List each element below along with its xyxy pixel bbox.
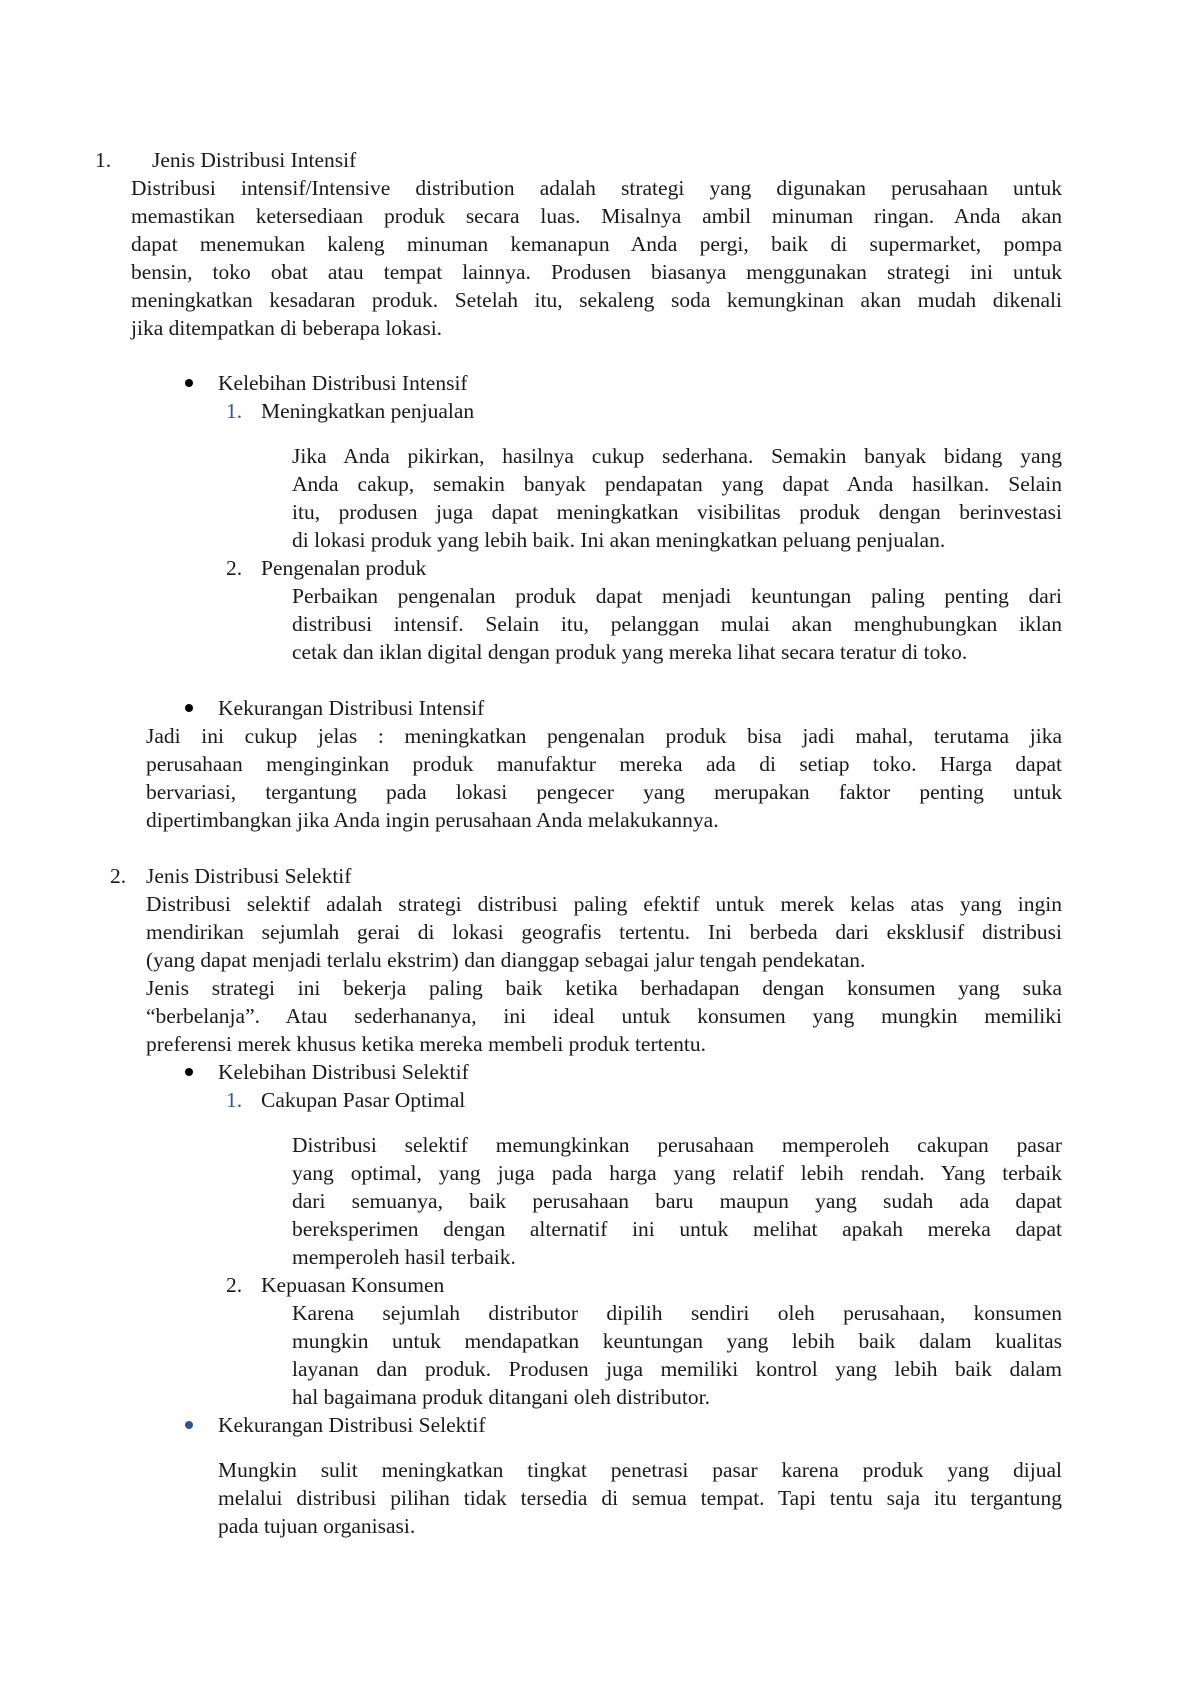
section2-advantage-text: Karena sejumlah distributor dipilih sendiri oleh perusahaan, konsumen [292, 1301, 1062, 1325]
section1-advantage-title: Pengenalan produk [261, 556, 427, 580]
section1-advantage-text: Perbaikan pengenalan produk dapat menjadi keuntungan paling penting dari [292, 584, 1062, 608]
bullet-icon [185, 1421, 193, 1429]
section2-number: 2. [110, 864, 127, 888]
section1-advantage-number: 2. [226, 556, 243, 580]
section2-disadvantages-text: Mungkin sulit meningkatkan tingkat penetrasi pasar karena produk yang dijual [218, 1458, 1062, 1482]
section1-advantage-text: Jika Anda pikirkan, hasilnya cukup sederhana. Semakin banyak bidang yang [292, 444, 1062, 468]
section2-advantage-text: dari semuanya, baik perusahaan baru maupun yang sudah ada dapat [292, 1189, 1062, 1213]
section2-advantages-heading: Kelebihan Distribusi Selektif [218, 1060, 469, 1084]
section2-disadvantages-text: melalui distribusi pilihan tidak tersedia di semua tempat. Tapi tentu saja itu tergantung [218, 1486, 1062, 1510]
bullet-icon [185, 704, 193, 712]
section1-intro-line: meningkatkan kesadaran produk. Setelah itu, sekaleng soda kemungkinan akan mudah dikenali [131, 288, 1062, 312]
section1-disadvantages-text: Jadi ini cukup jelas : meningkatkan pengenalan produk bisa jadi mahal, terutama jika [146, 724, 1062, 748]
section2-advantage-text: yang optimal, yang juga pada harga yang relatif lebih rendah. Yang terbaik [292, 1161, 1062, 1185]
section2-intro-line: “berbelanja”. Atau sederhananya, ini ideal untuk konsumen yang mungkin memiliki [146, 1004, 1062, 1028]
section1-disadvantages-text: dipertimbangkan jika Anda ingin perusahaan Anda melakukannya. [146, 808, 719, 832]
section1-intro-line: dapat menemukan kaleng minuman kemanapun Anda pergi, baik di supermarket, pompa [131, 232, 1062, 256]
section1-advantage-text: di lokasi produk yang lebih baik. Ini akan meningkatkan peluang penjualan. [292, 528, 946, 552]
section1-disadvantages-heading: Kekurangan Distribusi Intensif [218, 696, 485, 720]
section1-advantage-title: Meningkatkan penjualan [261, 399, 475, 423]
bullet-icon [185, 1068, 193, 1076]
section2-advantage-text: hal bagaimana produk ditangani oleh distributor. [292, 1385, 710, 1409]
section2-advantage-title: Kepuasan Konsumen [261, 1273, 445, 1297]
section1-intro-line: Distribusi intensif/Intensive distribution adalah strategi yang digunakan perusahaan untuk [131, 176, 1062, 200]
section1-disadvantages-text: bervariasi, tergantung pada lokasi pengecer yang merupakan faktor penting untuk [146, 780, 1062, 804]
section2-disadvantages-heading: Kekurangan Distribusi Selektif [218, 1413, 486, 1437]
section2-advantage-text: layanan dan produk. Produsen juga memiliki kontrol yang lebih baik dalam [292, 1357, 1062, 1381]
section1-advantage-text: Anda cakup, semakin banyak pendapatan yang dapat Anda hasilkan. Selain [292, 472, 1062, 496]
section2-intro-line: (yang dapat menjadi terlalu ekstrim) dan dianggap sebagai jalur tengah pendekatan. [146, 948, 866, 972]
section1-number: 1. [95, 148, 112, 172]
section1-disadvantages-text: perusahaan menginginkan produk manufaktur mereka ada di setiap toko. Harga dapat [146, 752, 1062, 776]
section2-advantage-text: bereksperimen dengan alternatif ini untuk melihat apakah mereka dapat [292, 1217, 1062, 1241]
section2-advantage-text: memperoleh hasil terbaik. [292, 1245, 516, 1269]
section2-intro-line: mendirikan sejumlah gerai di lokasi geografis tertentu. Ini berbeda dari eksklusif distribusi [146, 920, 1062, 944]
bullet-icon [185, 379, 193, 387]
section2-disadvantages-text: pada tujuan organisasi. [218, 1514, 416, 1538]
section2-advantage-number: 1. [226, 1088, 243, 1112]
section2-advantage-title: Cakupan Pasar Optimal [261, 1088, 466, 1112]
section1-advantage-text: distribusi intensif. Selain itu, pelanggan mulai akan menghubungkan iklan [292, 612, 1062, 636]
section2-intro-line: preferensi merek khusus ketika mereka membeli produk tertentu. [146, 1032, 706, 1056]
section1-heading: Jenis Distribusi Intensif [152, 148, 357, 172]
section1-intro-line: memastikan ketersediaan produk secara luas. Misalnya ambil minuman ringan. Anda akan [131, 204, 1062, 228]
section1-advantage-number: 1. [226, 399, 243, 423]
section2-intro-line: Distribusi selektif adalah strategi distribusi paling efektif untuk merek kelas atas yang ingin [146, 892, 1062, 916]
section1-advantage-text: cetak dan iklan digital dengan produk yang mereka lihat secara teratur di toko. [292, 640, 968, 664]
section2-heading: Jenis Distribusi Selektif [146, 864, 352, 888]
section1-advantage-text: itu, produsen juga dapat meningkatkan visibilitas produk dengan berinvestasi [292, 500, 1062, 524]
section1-intro-line: jika ditempatkan di beberapa lokasi. [131, 316, 443, 340]
section2-advantage-text: mungkin untuk mendapatkan keuntungan yang lebih baik dalam kualitas [292, 1329, 1062, 1353]
section1-intro-line: bensin, toko obat atau tempat lainnya. Produsen biasanya menggunakan strategi ini untuk [131, 260, 1062, 284]
section2-intro-line: Jenis strategi ini bekerja paling baik ketika berhadapan dengan konsumen yang suka [146, 976, 1062, 1000]
section2-advantage-number: 2. [226, 1273, 243, 1297]
section1-advantages-heading: Kelebihan Distribusi Intensif [218, 371, 468, 395]
section2-advantage-text: Distribusi selektif memungkinkan perusahaan memperoleh cakupan pasar [292, 1133, 1062, 1157]
